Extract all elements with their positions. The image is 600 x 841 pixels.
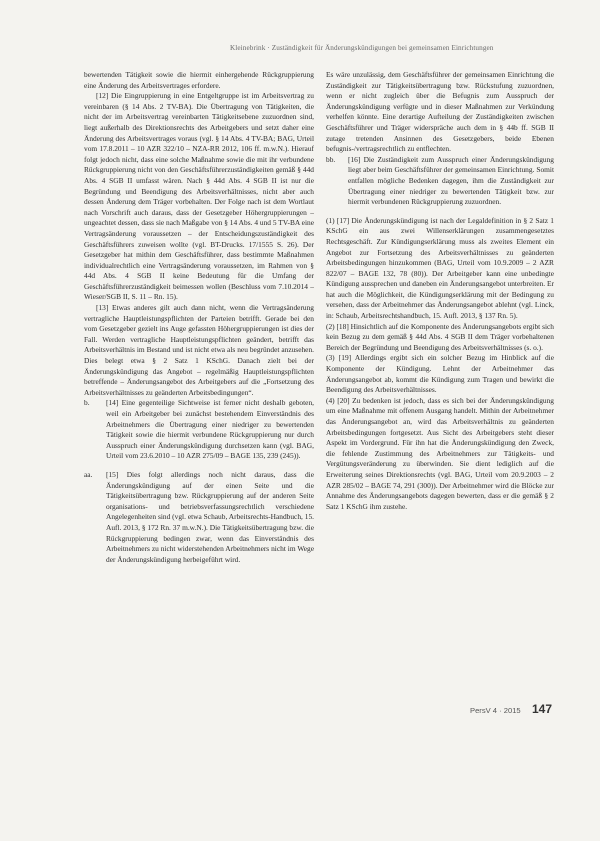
item-marker: b. xyxy=(84,398,90,408)
journal-footer: PersV 4 · 2015 xyxy=(470,706,521,715)
paragraph: bewertenden Tätigkeit sowie die hiermit einhergehende Rückgruppierung eine Änderung des Arbeitsvertrages erfordere. xyxy=(84,70,314,90)
paragraph: (3) [19] Allerdings ergibt sich ein solcher Bezug im Hinblick auf die Komponente der Kündigung. Lehnt der Arbeitnehmer das Änderungsangebot ab, kommt die Kündigung zum Tragen und bewirkt die Beendigung des Arbeitsverhältnisses. xyxy=(326,353,554,395)
item-marker: bb. xyxy=(326,154,336,164)
running-head: Kleinebrink · Zuständigkeit für Änderungskündigungen bei gemeinsamen Einrichtungen xyxy=(230,44,494,52)
item-marker: aa. xyxy=(84,469,93,479)
left-column xyxy=(84,70,314,573)
list-item xyxy=(84,398,314,462)
paragraph: [15] Dies folgt allerdings noch nicht daraus, dass die Änderungskündigung auf der einen Seite und die Tätigkeitsübertragung bzw. Rückgruppierung auf der anderen Seite organisations- und betriebsverfassungsrechtlich verschiedene Angelegenheiten sind (vgl. etwa Schaub, Arbeitsrechts-Handbuch, 15. Aufl. 2013, § 172 Rn. 37 m.w.N.). Die Tätigkeitsübertragung bzw. die Rückgruppierung bedingen zwar, wenn das Einverständnis des Arbeitnehmers zu nicht widerstehenden Arbeitnehmers nicht im Wege der Änderungskündigung herbeigeführt wird. xyxy=(106,469,314,564)
paragraph: [13] Etwas anderes gilt auch dann nicht, wenn die Vertragsänderung vertragliche Hauptleistungspflichten der Parteien betrifft. Gerade bei den vom Gesetzgeber gezielt ins Auge gefassten Höhergruppierungen ist dies der Fall. Werden vertragliche Hauptleistungspflichten geändert, betrifft das Arbeitsverhältnis im Bestand und ist nicht etwa als neu begründet anzusehen. Dies belegt etwa § 2 Satz 1 KSchG. Danach zielt bei der Änderungskündigung das Angebot – regelmäßig Hauptleistungspflichten betreffende – Änderungsangebot des Arbeitgebers auf die „Fortsetzung des Arbeitsverhältnisses zu geänderten Arbeitsbedingungen“. xyxy=(84,303,314,397)
paragraph: (1) [17] Die Änderungskündigung ist nach der Legaldefinition in § 2 Satz 1 KSchG ein aus zwei Willenserklärungen zusammengesetztes Rechtsgeschäft. Zur Kündigungserklärung muss als zweites Element ein Angebot zur Fortsetzung des Arbeitsverhältnisses zu geänderten Arbeitsbedingungen hinzukommen (BAG, Urteil vom 10.9.2009 – 2 AZR 822/07 – BAGE 132, 78 (80)). Der Arbeitgeber kann eine unbedingte Kündigung aussprechen und daneben ein Änderungsangebot unterbreiten. Er hat auch die Möglichkeit, die Kündigungserklärung mit der Bedingung zu versehen, dass der Arbeitnehmer das Änderungsangebot ablehnt (vgl. Linck, in: Schaub, Arbeitsrechtshandbuch, 15. Aufl. 2013, § 137 Rn. 5). xyxy=(326,215,554,321)
paragraph: [16] Die Zuständigkeit zum Ausspruch einer Änderungskündigung liegt aber beim Geschäftsführer der gemeinsamen Einrichtung. Somit entfallen mögliche Bedenken dagegen, ihm die Zuständigkeit zur Übertragung einer niedriger zu bewertenden Tätigkeit bzw. zur hiermit verbundenen Rückgruppierung zuzuordnen. xyxy=(348,154,554,207)
list-item xyxy=(326,155,554,208)
paragraph: [12] Die Eingruppierung in eine Entgeltgruppe ist im Arbeitsvertrag zu vereinbaren (§ 14 Abs. 2 TV-BA). Die Übertragung von Tätigkeiten, die nicht der im Arbeitsvertrag vereinbarten Tätigkeitsebene zuzuordnen sind, liegt außerhalb des Direktionsrechts des Arbeitgebers und setzt daher eine Änderung des Arbeitsvertrages voraus (vgl. § 14 Abs. 4 TV-BA; BAG, Urteil vom 17.8.2011 – 10 AZR 322/10 – NZA-RR 2012, 106 ff. m.w.N.). Hierauf folgt jedoch nicht, dass eine solche Maßnahme sowie die mit ihr verbundene Rückgruppierung nicht von den Geschäftsführerzuständigkeiten gemäß § 44d Abs. 4 SGB II umfasst wären. Nach § 44d Abs. 4 SGB II ist nur die Begründung und Beendigung des Arbeitsverhältnisses, nicht aber auch dessen Änderung dem Träger vorbehalten. Der Folge nach ist dem Wortlaut nach Vorschrift auch daraus, dass der Gesetzgeber Höhergruppierungen – ungeachtet dessen, dass sie nach Maßgabe von § 14 Abs. 4 und 5 TV-BA eine Vertragsänderung voraussetzen – der Entscheidungszuständigkeit des Geschäftsführers zuweisen wollte (vgl. BT-Drucks. 17/1555 S. 26). Der Gesetzgeber hat mithin dem Geschäftsführer, dass bestimmte Maßnahmen individualrechtlich eine Vertragsänderung voraussetzen, im Rahmen von § 44d Abs. 4 SGB II keine Bedeutung für die Umfang der Geschäftsführerzuständigkeit beimessen wollen (Beschluss vom 7.10.2014 – Wieser/SGB II, S. 11 – Rn. 15). xyxy=(84,91,314,302)
paragraph: [14] Eine gegenteilige Sichtweise ist ferner nicht deshalb geboten, weil ein Arbeitgeber bei zunächst bestehendem Einverständnis des Arbeitnehmers die Übertragung einer niedriger zu bewertenden Tätigkeit sowie die hiermit verbundene Rückgruppierung nur durch Ausspruch einer Änderungskündigung durchsetzen kann (vgl. BAG, Urteil vom 23.6.2010 – 10 AZR 275/09 – BAGE 135, 239 (245)). xyxy=(106,398,314,461)
paragraph: (4) [20] Zu bedenken ist jedoch, dass es sich bei der Änderungskündigung um eine Maßnahme mit offenem Ausgang handelt. Mithin der Arbeitnehmer das Änderungsangebot an, wird das Arbeitsverhältnis zu geänderten Arbeitsbedingungen fortgesetzt. Aus Sicht des Arbeitgebers steht dieser Aspekt im Vordergrund. Für ihn hat die Änderungskündigung den Zweck, die fehlende Zustimmung des Arbeitnehmers zur Tätigkeits- und Vergütungsveränderung zu überwinden. Sie dient lediglich auf die Erweiterung seines Direktionsrechts (vgl. BAG, Urteil vom 20.9.2003 – 2 AZR 285/02 – BAGE 74, 291 (300)). Der Arbeitnehmer wird die Blöcke zur Annahme des Änderungsangebots dagegen bewerten, dass er die gemäß § 2 Satz 1 KSchG ihm zustehe. xyxy=(326,395,554,511)
right-column xyxy=(326,70,554,512)
paragraph: Es wäre unzulässig, dem Geschäftsführer der gemeinsamen Einrichtung die Zuständigkeit zur Tätigkeitsübertragung bzw. Rückstufung zuzuordnen, wenn er nicht zugleich über die Befugnis zum Ausspruch der Änderungskündigung verfügte und in dieser Maßnahmen zur Verkündung verhelfen könnte. Eine derartige Aufteilung der Zuständigkeiten zwischen Geschäftsführer und Träger widerspräche auch dem in § 44b ff. SGB II zutage tretenden Ansinnen des Gesetzgebers, beide Ebenen befugnis-/vertragsrechtlich zu entflechten. xyxy=(326,70,554,154)
list-item xyxy=(84,470,314,565)
page-number: 147 xyxy=(532,702,553,716)
paragraph: (2) [18] Hinsichtlich auf die Komponente des Änderungsangebots ergibt sich kein Bezug zu dem gemäß § 44d Abs. 4 SGB II dem Träger vorbehaltenen Bereich der Begründung und Beendigung des Arbeitsverhältnisses (s. o.). xyxy=(326,321,554,352)
